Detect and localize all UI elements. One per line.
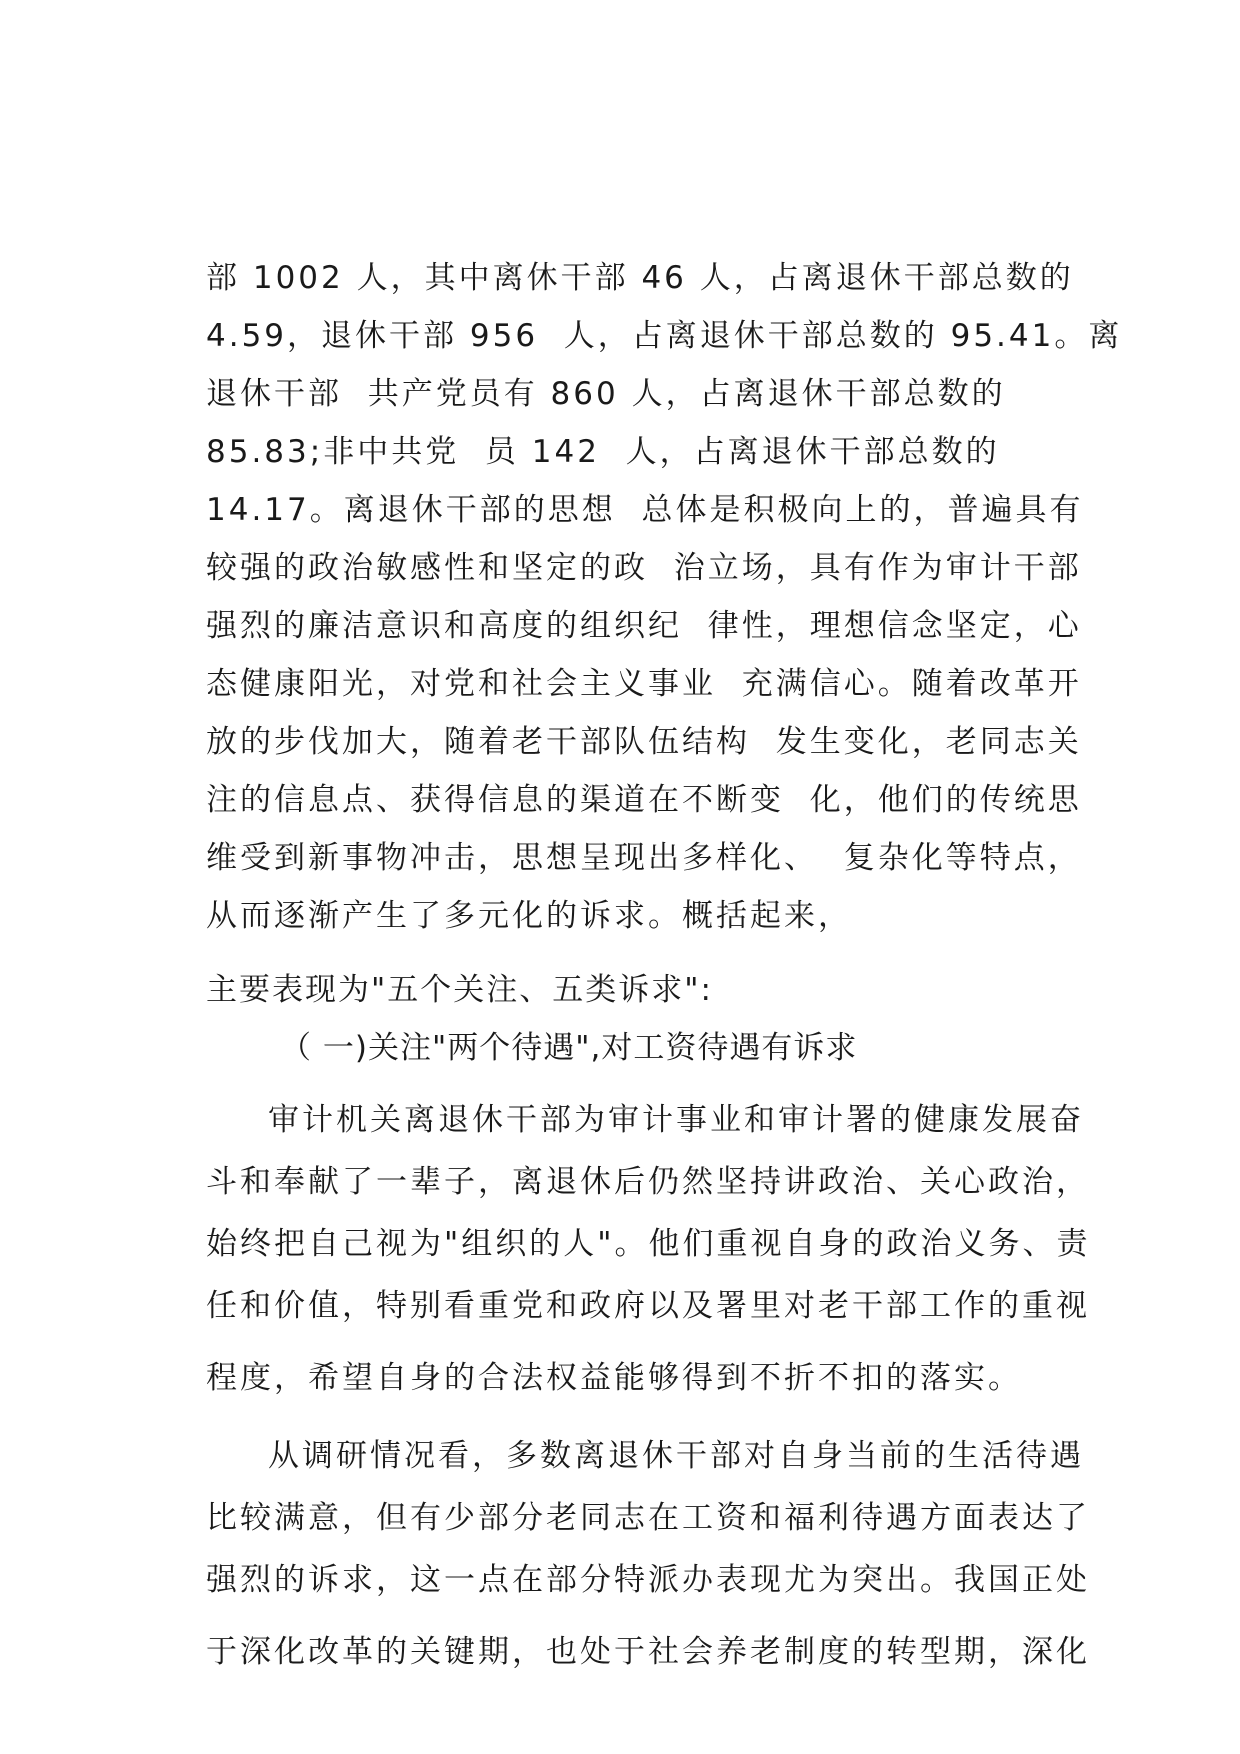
text-line-1: 部 1002 人，其中离休干部 46 人，占离退休干部总数的	[206, 260, 1074, 296]
paragraph-1-line-3: 始终把自己视为"组织的人"。他们重视自身的政治义务、责	[206, 1226, 1091, 1262]
text-line-5: 14.17。离退休干部的思想 总体是积极向上的，普遍具有	[206, 492, 1084, 528]
text-line-3: 退休干部 共产党员有 860 人，占离退休干部总数的	[206, 376, 1006, 412]
paragraph-1-line-1: 审计机关离退休干部为审计事业和审计署的健康发展奋	[268, 1102, 1084, 1138]
paragraph-1-line-2: 斗和奉献了一辈子，离退休后仍然坚持讲政治、关心政治，	[206, 1164, 1090, 1200]
text-line-10: 注的信息点、获得信息的渠道在不断变 化，他们的传统思	[206, 782, 1082, 818]
text-line-2: 4.59，退休干部 956 人，占离退休干部总数的 95.41。离	[206, 318, 1123, 354]
paragraph-1-line-5: 程度，希望自身的合法权益能够得到不折不扣的落实。	[206, 1360, 1022, 1396]
text-line-8: 态健康阳光，对党和社会主义事业 充满信心。随着改革开	[206, 666, 1082, 702]
paragraph-2-line-4: 于深化改革的关键期，也处于社会养老制度的转型期，深化	[206, 1634, 1090, 1670]
paragraph-2-line-1: 从调研情况看，多数离退休干部对自身当前的生活待遇	[268, 1438, 1084, 1474]
text-line-12: 从而逐渐产生了多元化的诉求。概括起来，	[206, 898, 852, 934]
text-line-11: 维受到新事物冲击，思想呈现出多样化、 复杂化等特点，	[206, 840, 1082, 876]
text-line-9: 放的步伐加大，随着老干部队伍结构 发生变化，老同志关	[206, 724, 1082, 760]
text-line-6: 较强的政治敏感性和坚定的政 治立场，具有作为审计干部	[206, 550, 1082, 586]
summary-line: 主要表现为"五个关注、五类诉求":	[206, 972, 713, 1008]
text-line-4: 85.83;非中共党 员 142 人，占离退休干部总数的	[206, 434, 1000, 470]
paragraph-2-line-3: 强烈的诉求，这一点在部分特派办表现尤为突出。我国正处	[206, 1562, 1090, 1598]
section-heading: （ 一)关注"两个待遇",对工资待遇有诉求	[280, 1030, 858, 1066]
paragraph-1-line-4: 任和价值，特别看重党和政府以及署里对老干部工作的重视	[206, 1288, 1090, 1324]
text-line-7: 强烈的廉洁意识和高度的组织纪 律性，理想信念坚定，心	[206, 608, 1082, 644]
paragraph-2-line-2: 比较满意，但有少部分老同志在工资和福利待遇方面表达了	[206, 1500, 1090, 1536]
